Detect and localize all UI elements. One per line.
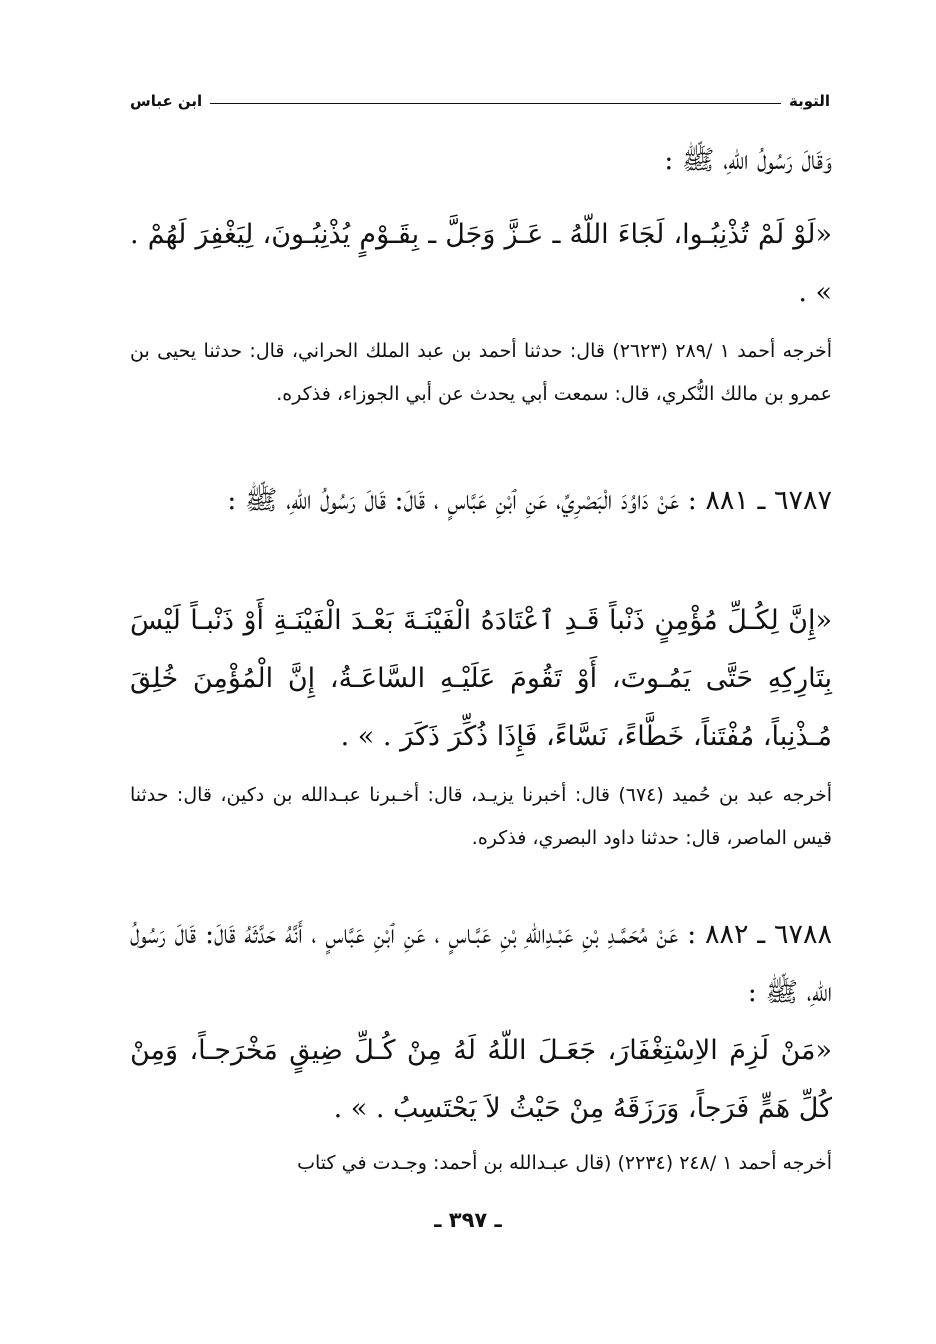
- header-narrator-title: ابن عباس: [130, 92, 203, 110]
- takhrij-note: أخرجه أحمد ١ /٢٨٩ (٢٦٢٣) قال: حدثنا أحمد بن عبد الملك الحراني، قال: حدثنا يحيى بن عمرو بن مالك النُّكري، قال: سمعت أبي يحدث عن أبي الجوزاء، فذكره.: [130, 340, 833, 405]
- hadith-text: «مَنْ لَزِمَ الاِسْتِغْفَارَ، جَعَـلَ اللّهُ لَهُ مِنْ كُـلِّ ضِيقٍ مَخْرَجـاً، وَمِنْ كُلِّ هَمٍّ فَرَجاً، وَرَزَقَهُ مِنْ حَيْثُ لاَ يَحْتَسِبُ . » .: [130, 1035, 832, 1124]
- page-number: ـ ٣٩٧ ـ: [434, 1208, 502, 1232]
- hadith-intro-line: وَقَالَ رَسُولُ اللّهِ، ﷺ :: [664, 145, 832, 176]
- takhrij-note: أخرجه أحمد ١ /٢٤٨ (٢٢٣٤) (قال عبـدالله بن أحمد: وجـدت في كتاب: [297, 1152, 832, 1174]
- hadith-text: «إِنَّ لِكُـلِّ مُؤْمِنٍ ذَنْباً قَـدِ ٱعْتَادَهُ الْفَيْنَـةَ بَعْـدَ الْفَيْنَـةِ أَوْ ذَنْبـاً لَيْسَ بِتَارِكِهِ حَتَّى يَمُـوتَ، أَوْ تَقُومَ عَلَيْـهِ السَّاعَـةُ، إِنَّ الْمُؤْمِنَ خُلِقَ مُـذْنِباً، مُفْتَناً، خَطَّاءً، نَسَّاءً، فَإِذَا ذُكِّرَ ذَكَرَ . » .: [130, 605, 832, 752]
- running-header: [130, 86, 830, 116]
- header-rule: [210, 103, 781, 104]
- hadith-isnad: ٦٧٨٨ ـ ٨٨٢ : عَنْ مُحَمَّـدِ بْنِ عَبْـدِاللّهِ بْنِ عَبَّـاسٍ ، عَنِ ٱبْنِ عَبَّاسٍ ، أَنَّهُ حَدَّثَهُ قَالَ: قَالَ رَسُولُ اللّهِ، ﷺ :: [130, 919, 832, 1008]
- header-chapter-title: التوبة: [788, 92, 830, 110]
- hadith-text: «لَوْ لَمْ تُذْنِبُـوا، لَجَاءَ اللّهُ ـ عَـزَّ وَجَلَّ ـ بِقَـوْمٍ يُذْنِبُـونَ، لِيَغْفِرَ لَهُمْ . » .: [130, 219, 832, 308]
- takhrij-note: أخرجه عبد بن حُميد (٦٧٤) قال: أخبرنا يزيـد، قال: أخـبرنا عبـدالله بن دكين، قال: حدثنا قيس الماصر، قال: حدثنا داود البصري، فذكره.: [130, 784, 832, 849]
- hadith-isnad: ٦٧٨٧ ـ ٨٨١ : عَنْ دَاوُدَ الْبَصْرِيِّ، عَنِ ٱبْنِ عَبَّاسٍ ، قَالَ: قَالَ رَسُولُ اللّهِ، ﷺ :: [227, 485, 832, 516]
